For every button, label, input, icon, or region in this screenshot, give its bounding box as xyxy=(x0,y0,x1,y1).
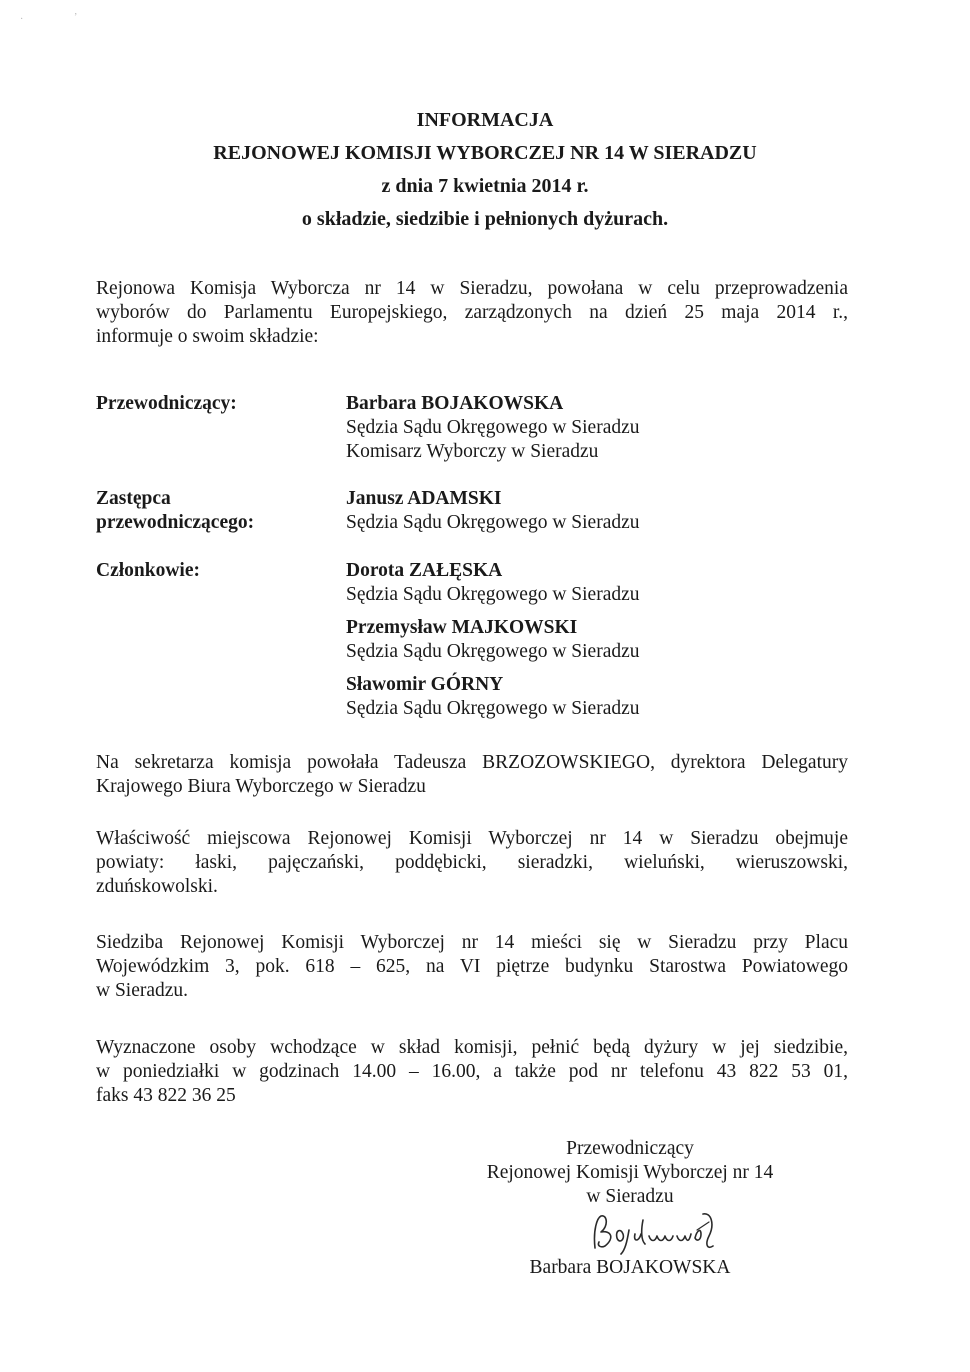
chair-entry xyxy=(346,392,766,464)
scan-speck: · xyxy=(20,14,24,25)
member-name: Sławomir GÓRNY xyxy=(346,674,504,695)
intro-line: informuje o swoim składzie: xyxy=(96,326,319,347)
header-subject: o składzie, siedzibie i pełnionych dyżurach. xyxy=(301,208,669,230)
deputy-label xyxy=(96,487,316,535)
signatory-body: Rejonowej Komisji Wyborczej nr 14 xyxy=(486,1162,774,1183)
duty-line: w poniedziałki w godzinach 14.00 – 16.00, a także pod nr telefonu 43 822 53 01, xyxy=(96,1061,848,1082)
deputy-label-line: Zastępca xyxy=(96,488,171,509)
member-entry xyxy=(346,673,766,721)
member-name: Dorota ZAŁĘSKA xyxy=(346,560,503,581)
member-entry xyxy=(346,616,766,664)
header-title: INFORMACJA xyxy=(416,109,554,131)
duty-line: Wyznaczone osoby wchodzące w skład komisji, pełnić będą dyżury w jej siedzibie, xyxy=(96,1037,848,1058)
handwritten-signature xyxy=(585,1200,735,1260)
intro-paragraph xyxy=(96,277,848,349)
jurisdiction-line: Właściwość miejscowa Rejonowej Komisji Wyborczej nr 14 w Sieradzu obejmuje xyxy=(96,828,848,849)
deputy-label-line: przewodniczącego: xyxy=(96,512,255,533)
chair-title: Komisarz Wyborczy w Sieradzu xyxy=(346,441,599,462)
jurisdiction-paragraph xyxy=(96,827,848,899)
member-entry xyxy=(346,559,766,607)
deputy-name: Janusz ADAMSKI xyxy=(346,488,502,509)
jurisdiction-line: powiaty: łaski, pajęczański, poddębicki, sieradzki, wieluński, wieruszowski, xyxy=(96,852,848,873)
duty-line: faks 43 822 36 25 xyxy=(96,1085,236,1106)
duty-paragraph xyxy=(96,1036,848,1108)
chair-title: Sędzia Sądu Okręgowego w Sieradzu xyxy=(346,417,640,438)
signatory-place: w Sieradzu xyxy=(586,1186,674,1207)
header-date: z dnia 7 kwietnia 2014 r. xyxy=(381,175,589,197)
seat-line: Wojewódzkim 3, pok. 618 – 625, na VI piętrze budynku Starostwa Powiatowego xyxy=(96,956,848,977)
header-issuer: REJONOWEJ KOMISJI WYBORCZEJ NR 14 W SIERADZU xyxy=(213,142,757,164)
signature-block xyxy=(460,1137,800,1209)
intro-line: wyborów do Parlamentu Europejskiego, zarządzonych na dzień 25 maja 2014 r., xyxy=(96,302,848,323)
member-title: Sędzia Sądu Okręgowego w Sieradzu xyxy=(346,641,640,662)
secretary-line: Na sekretarza komisja powołała Tadeusza BRZOZOWSKIEGO, dyrektora Delegatury xyxy=(96,752,848,773)
deputy-title: Sędzia Sądu Okręgowego w Sieradzu xyxy=(346,512,640,533)
member-title: Sędzia Sądu Okręgowego w Sieradzu xyxy=(346,584,640,605)
chair-name: Barbara BOJAKOWSKA xyxy=(346,393,564,414)
member-title: Sędzia Sądu Okręgowego w Sieradzu xyxy=(346,698,640,719)
document-header xyxy=(0,104,970,236)
deputy-entry xyxy=(346,487,766,535)
secretary-line: Krajowego Biura Wyborczego w Sieradzu xyxy=(96,776,426,797)
secretary-paragraph xyxy=(96,751,848,799)
signatory-role: Przewodniczący xyxy=(566,1138,694,1159)
intro-line: Rejonowa Komisja Wyborcza nr 14 w Sieradzu, powołana w celu przeprowadzenia xyxy=(96,278,848,299)
signatory-name: Barbara BOJAKOWSKA xyxy=(529,1257,731,1278)
members-label: Członkowie: xyxy=(96,560,200,581)
member-name: Przemysław MAJKOWSKI xyxy=(346,617,578,638)
seat-paragraph xyxy=(96,931,848,1003)
scan-speck: ʼ xyxy=(74,12,78,23)
seat-line: Siedziba Rejonowej Komisji Wyborczej nr 14 mieści się w Sieradzu przy Placu xyxy=(96,932,848,953)
jurisdiction-line: zduńskowolski. xyxy=(96,876,218,897)
seat-line: w Sieradzu. xyxy=(96,980,189,1001)
chair-label: Przewodniczący: xyxy=(96,393,237,414)
